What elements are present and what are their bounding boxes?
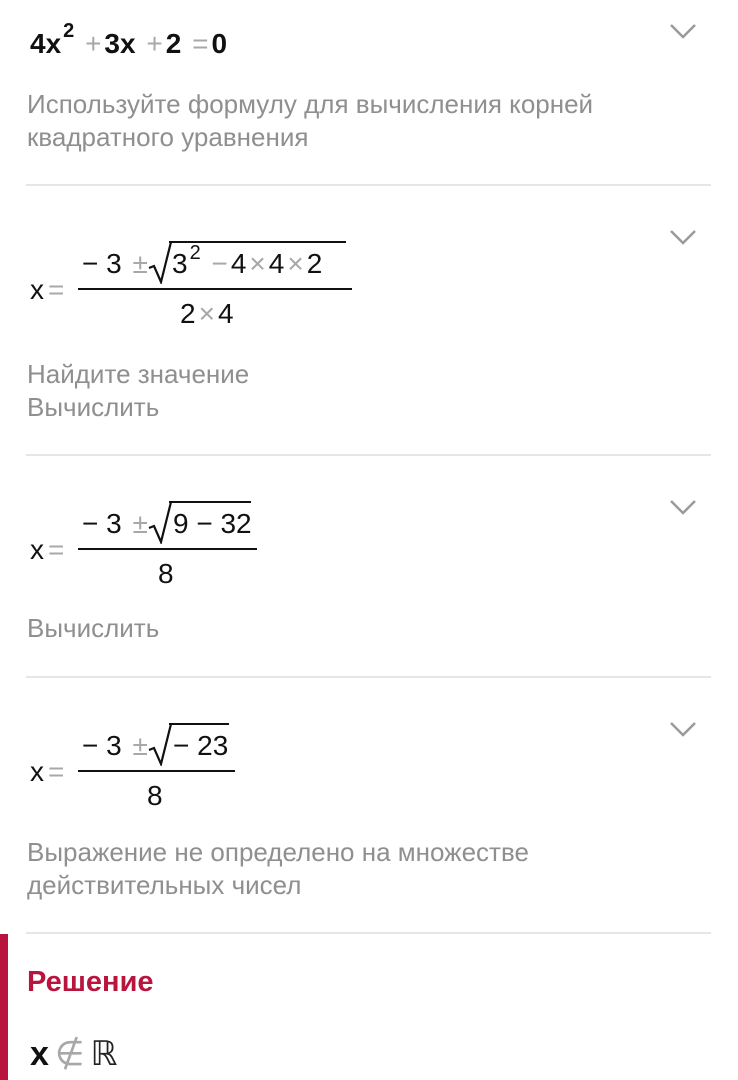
radicand <box>172 242 323 280</box>
radicand-base: 3 <box>172 248 188 279</box>
denominator <box>180 298 234 330</box>
neg-b: − 3 <box>82 730 122 761</box>
not-element-of-icon: ∉ <box>54 1035 85 1073</box>
step-4-caption <box>27 836 529 902</box>
variable-x: x <box>30 534 44 565</box>
radical-overline <box>169 501 251 503</box>
radicand-a: 4 <box>230 248 247 279</box>
plus-minus-operator: ± <box>132 730 148 761</box>
radicand-c: 2 <box>306 248 323 279</box>
caption-line: Найдите значение <box>27 359 250 389</box>
lhs <box>30 534 67 566</box>
divider <box>26 184 711 186</box>
fraction-bar <box>78 288 352 290</box>
fraction-bar <box>78 770 235 772</box>
term-2: 2 <box>165 28 182 59</box>
variable-x: x <box>30 756 44 787</box>
fraction-bar <box>78 548 257 550</box>
plus-operator: + <box>85 28 102 59</box>
step-3-caption <box>27 612 159 645</box>
radicand: 9 − 32 <box>173 508 252 539</box>
chevron-down-icon[interactable] <box>668 20 698 42</box>
step-2-caption <box>27 358 249 424</box>
divider <box>26 676 711 678</box>
step-1-caption <box>27 88 593 154</box>
divider <box>26 454 711 456</box>
times-operator: × <box>287 248 304 279</box>
rhs-zero: 0 <box>211 28 228 59</box>
numerator <box>82 730 151 762</box>
den-b: 4 <box>217 298 234 329</box>
neg-b: − 3 <box>82 508 122 539</box>
variable-x: x <box>30 1035 49 1073</box>
equals-operator: = <box>48 274 65 305</box>
square-root-icon <box>147 722 173 766</box>
chevron-down-icon[interactable] <box>668 718 698 740</box>
term-3x: 3x <box>104 28 136 59</box>
real-numbers-icon: ℝ <box>90 1035 118 1073</box>
equals-operator: = <box>48 756 65 787</box>
den-a: 2 <box>180 298 196 329</box>
chevron-down-icon[interactable] <box>668 226 698 248</box>
times-operator: × <box>198 298 215 329</box>
plus-minus-operator: ± <box>132 248 148 279</box>
solution-accent-bar <box>0 934 8 1080</box>
variable-x: x <box>45 28 62 59</box>
caption-line: квадратного уравнения <box>27 122 309 152</box>
caption-line: Вычислить <box>27 613 160 643</box>
plus-operator: + <box>146 28 163 59</box>
quadratic-formula-expression <box>30 242 370 336</box>
exponent: 2 <box>63 20 75 42</box>
caption-line: Используйте формулу для вычисления корней <box>27 89 594 119</box>
equals-operator: = <box>48 534 65 565</box>
variable-x: x <box>30 274 44 305</box>
quadratic-equation <box>30 20 228 60</box>
numerator <box>82 248 151 280</box>
denominator: 8 <box>147 780 163 811</box>
square-root-icon <box>147 500 173 544</box>
radicand: − 23 <box>173 730 229 761</box>
divider <box>26 932 711 934</box>
lhs <box>30 274 67 306</box>
radical-overline <box>169 723 229 725</box>
solution-title: Решение <box>27 966 154 998</box>
lhs <box>30 756 67 788</box>
square-root-icon <box>147 240 173 284</box>
caption-line: действительных чисел <box>27 870 302 900</box>
caption-line: Вычислить <box>27 392 160 422</box>
neg-b: − 3 <box>82 248 122 279</box>
negative-discriminant-expression <box>30 728 250 818</box>
denominator: 8 <box>158 558 174 589</box>
coef-a: 4 <box>30 28 46 59</box>
exponent: 2 <box>189 242 201 264</box>
radicand-b: 4 <box>268 248 285 279</box>
times-operator: × <box>249 248 266 279</box>
chevron-down-icon[interactable] <box>668 496 698 518</box>
minus-operator: − <box>211 248 228 279</box>
solution-expression <box>30 1034 117 1074</box>
equals-operator: = <box>192 28 209 59</box>
caption-line: Выражение не определено на множестве <box>27 837 529 867</box>
plus-minus-operator: ± <box>132 508 148 539</box>
numerator <box>82 508 151 540</box>
simplified-expression <box>30 506 270 596</box>
